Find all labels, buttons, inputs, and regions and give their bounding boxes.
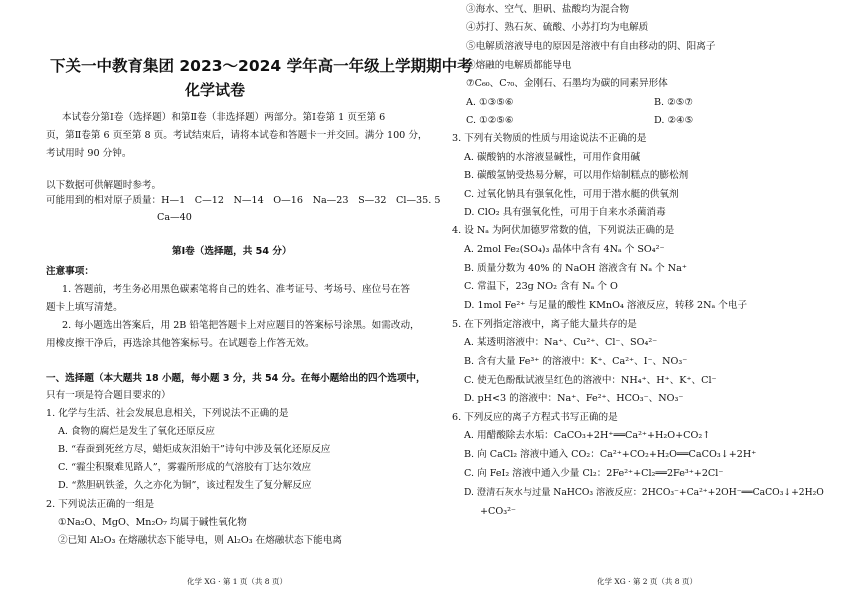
question-1-option-b: B. “春蚕到死丝方尽，蜡炬成灰泪始干”诗句中涉及氧化还原反应: [58, 444, 331, 455]
page-footer: 化学 XG · 第 2 页（共 8 页）: [597, 577, 697, 586]
question-2-statement: ⑤电解质溶液导电的原因是溶液中有自由移动的阴、阳离子: [466, 41, 716, 52]
question-4-option-a: A. 2mol Fe₂(SO₄)₃ 晶体中含有 4Nₐ 个 SO₄²⁻: [464, 244, 665, 255]
intro-line: 本试卷分第Ⅰ卷（选择题）和第Ⅱ卷（非选择题）两部分。第Ⅰ卷第 1 页至第 6: [62, 112, 386, 123]
part-heading-text: 一、选择题（本大题共 18 小题，每小题 3 分，共 54 分。在每小题给出的四个选项中，: [46, 373, 426, 384]
question-2-statement: ⑦C₆₀、C₇₀、金刚石、石墨均为碳的同素异形体: [466, 78, 668, 89]
reference-note: 以下数据可供解题时参考。: [46, 180, 162, 191]
question-3-option-d: D. ClO₂ 具有强氧化性，可用于自来水杀菌消毒: [464, 207, 666, 218]
question-6-option-a: A. 用醋酸除去水垢：CaCO₃+2H⁺══Ca²⁺+H₂O+CO₂↑: [464, 430, 711, 441]
question-4-option-c: C. 常温下，23g NO₂ 含有 Nₐ 个 O: [464, 281, 618, 292]
question-1: 1. 化学与生活、社会发展息息相关，下列说法不正确的是: [46, 408, 289, 419]
question-6-option-b: B. 向 CaCl₂ 溶液中通入 CO₂：Ca²⁺+CO₂+H₂O══CaCO₃↓+2H⁺: [464, 449, 757, 460]
notice-heading: 注意事项：: [46, 266, 94, 277]
question-2-statement: ③海水、空气、胆矾、盐酸均为混合物: [466, 4, 630, 15]
question-6-option-d: D. 澄清石灰水与过量 NaHCO₃ 溶液反应：2HCO₃⁻+Ca²⁺+2OH⁻══CaCO₃↓+2H₂O: [464, 487, 824, 498]
question-2-statement: ②已知 Al₂O₃ 在熔融状态下能导电，则 Al₂O₃ 在熔融状态下能电离: [58, 535, 342, 546]
question-2-option-a: A. ①③⑤⑥: [466, 97, 514, 108]
page-footer: 化学 XG · 第 1 页（共 8 页）: [187, 577, 287, 586]
part-heading-cont: 只有一项是符合题目要求的）: [46, 390, 171, 401]
right-page: [450, 0, 830, 592]
question-6: 6. 下列反应的离子方程式书写正确的是: [452, 412, 618, 423]
section-heading: 第Ⅰ卷（选择题，共 54 分）: [172, 246, 292, 257]
part-heading: [46, 373, 426, 385]
notice-item: 2. 每小题选出答案后，用 2B 铅笔把答题卡上对应题目的答案标号涂黑。如需改动，: [62, 320, 420, 331]
question-1-option-c: C. “霾尘积聚难见路人”，雾霾所形成的气溶胶有丁达尔效应: [58, 462, 312, 473]
intro-line: 页，第Ⅱ卷第 6 页至第 8 页。考试结束后，请将本试卷和答题卡一并交回。满分 100 分，: [46, 130, 428, 141]
question-3-option-c: C. 过氧化钠具有强氧化性，可用于潜水艇的供氧剂: [464, 189, 679, 200]
notice-item: 用橡皮擦干净后，再选涂其他答案标号。在试题卷上作答无效。: [46, 338, 315, 349]
question-3-option-b: B. 碳酸氢钠受热易分解，可以用作焙制糕点的膨松剂: [464, 170, 689, 181]
notice-item: 题卡上填写清楚。: [46, 302, 123, 313]
question-2-statement: ④苏打、熟石灰、硫酸、小苏打均为电解质: [466, 22, 649, 33]
question-4-option-d: D. 1mol Fe²⁺ 与足量的酸性 KMnO₄ 溶液反应，转移 2Nₐ 个电子: [464, 300, 748, 311]
question-2-statement: ①Na₂O、MgO、Mn₂O₇ 均属于碱性氧化物: [58, 517, 247, 528]
question-5-option-a: A. 某透明溶液中：Na⁺、Cu²⁺、Cl⁻、SO₄²⁻: [464, 337, 658, 348]
atomic-masses: 可能用到的相对原子质量：H—1 C—12 N—14 O—16 Na—23 S—32 Cl—35. 5: [46, 195, 441, 206]
question-2-option-c: C. ①②⑤⑥: [466, 115, 514, 126]
question-2-option-d: D. ②④⑤: [654, 115, 694, 126]
question-3-option-a: A. 碳酸钠的水溶液显碱性，可用作食用碱: [464, 152, 641, 163]
left-page: [40, 0, 473, 592]
question-5-option-d: D. pH<3 的溶液中：Na⁺、Fe²⁺、HCO₃⁻、NO₃⁻: [464, 393, 684, 404]
question-1-option-a: A. 食物的腐烂是发生了氧化还原反应: [58, 426, 215, 437]
exam-title: 下关一中教育集团 2023～2024 学年高一年级上学期期中考: [50, 57, 473, 75]
question-1-option-d: D. “熬胆矾铁釜，久之亦化为铜”，该过程发生了复分解反应: [58, 480, 312, 491]
intro-line: 考试用时 90 分钟。: [46, 148, 132, 159]
question-5-option-b: B. 含有大量 Fe³⁺ 的溶液中：K⁺、Ca²⁺、I⁻、NO₃⁻: [464, 356, 688, 367]
question-4-option-b: B. 质量分数为 40% 的 NaOH 溶液含有 Nₐ 个 Na⁺: [464, 263, 687, 274]
question-4: 4. 设 Nₐ 为阿伏加德罗常数的值，下列说法正确的是: [452, 225, 675, 236]
exam-subtitle: 化学试卷: [185, 81, 246, 99]
atomic-masses: Ca—40: [157, 212, 192, 223]
question-6-option-d-cont: +CO₃²⁻: [480, 506, 516, 517]
question-5: 5. 在下列指定溶液中，离子能大量共存的是: [452, 319, 637, 330]
question-2-option-b: B. ②⑤⑦: [654, 97, 693, 108]
question-5-option-c: C. 使无色酚酞试液呈红色的溶液中：NH₄⁺、H⁺、K⁺、Cl⁻: [464, 375, 717, 386]
notice-item: 1. 答题前，考生务必用黑色碳素笔将自己的姓名、准考证号、考场号、座位号在答: [62, 284, 410, 295]
question-3: 3. 下列有关物质的性质与用途说法不正确的是: [452, 133, 647, 144]
question-2: 2. 下列说法正确的一组是: [46, 499, 155, 510]
question-6-option-c: C. 向 FeI₂ 溶液中通入少量 Cl₂：2Fe²⁺+Cl₂══2Fe³⁺+2Cl⁻: [464, 468, 724, 479]
question-2-statement: ⑥熔融的电解质都能导电: [466, 60, 572, 71]
